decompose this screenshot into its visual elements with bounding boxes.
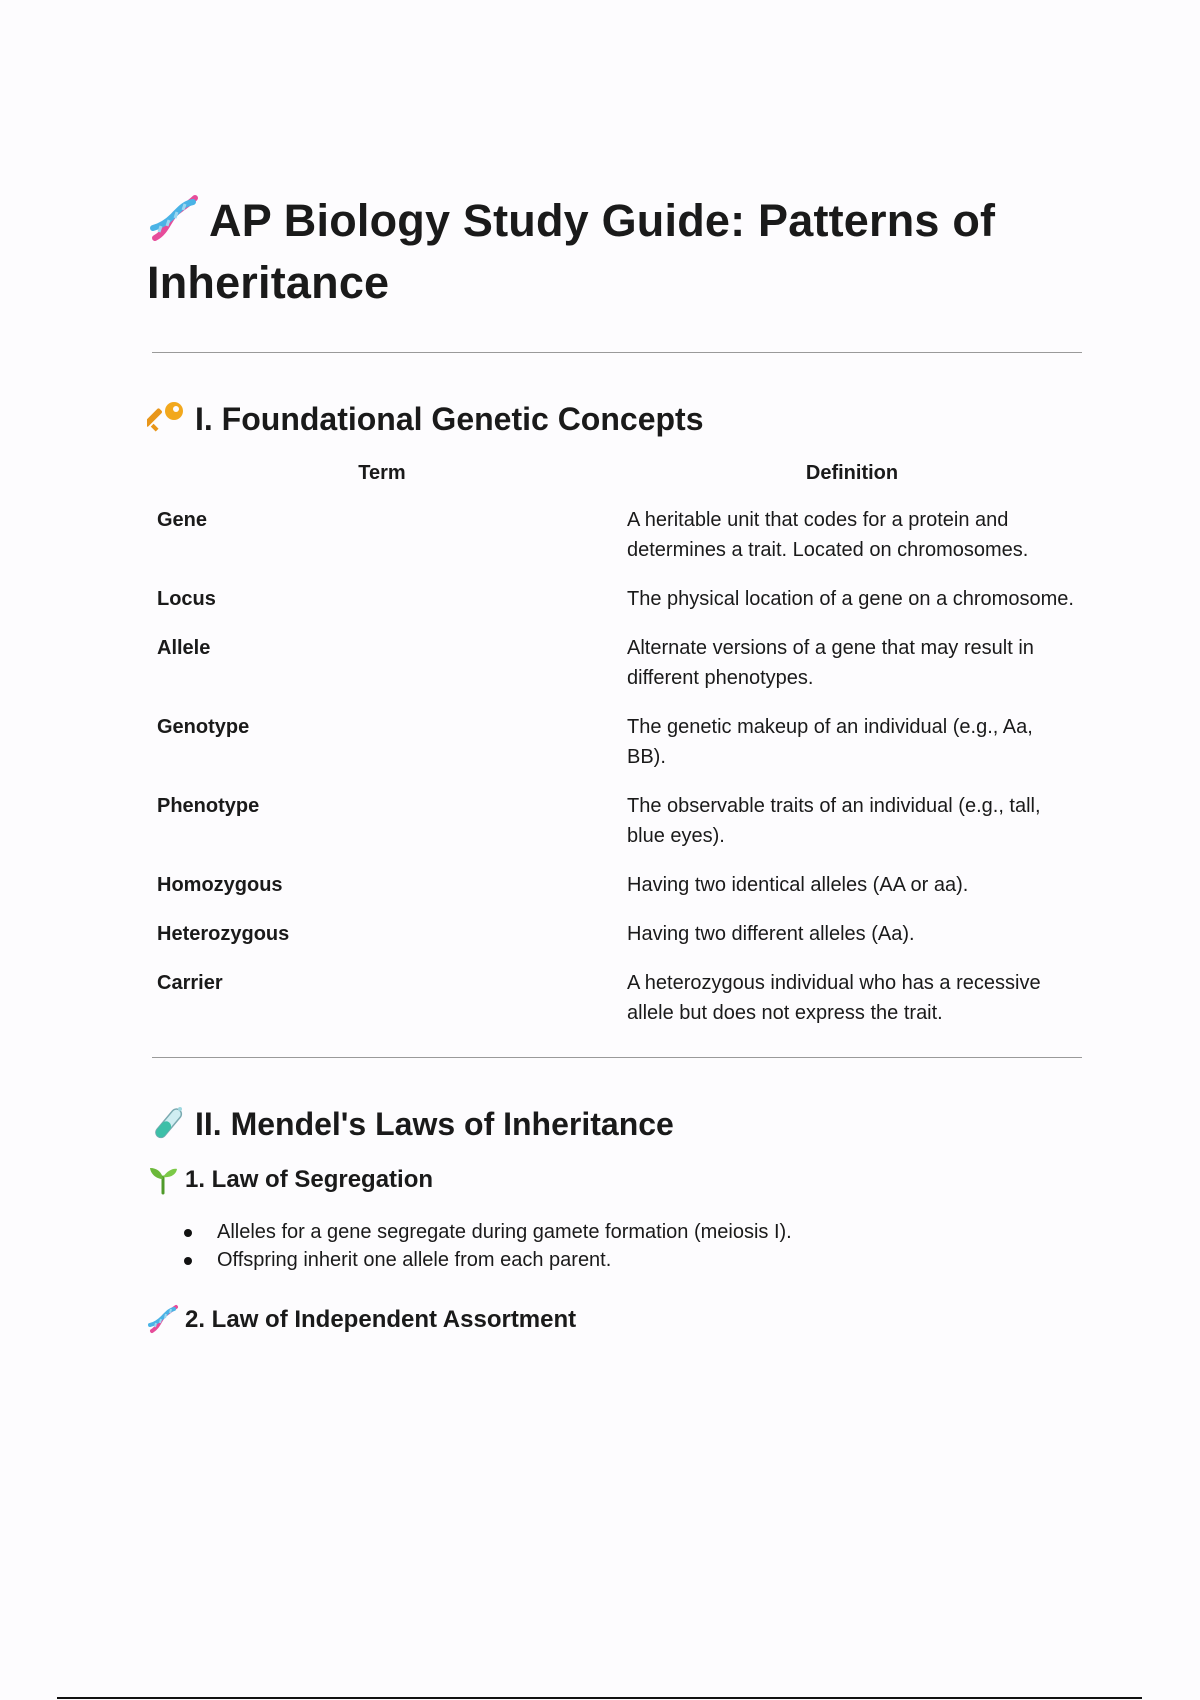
table-row bbox=[147, 712, 1087, 791]
test-tube-icon bbox=[147, 1104, 187, 1144]
table-header-row bbox=[147, 461, 1087, 505]
table-row bbox=[147, 968, 1087, 1047]
list-item: Offspring inherit one allele from each parent. bbox=[217, 1246, 1082, 1274]
page-bottom-rule bbox=[57, 1697, 1142, 1699]
term-cell: Carrier bbox=[157, 972, 223, 994]
law-heading-text: 2. Law of Independent Assortment bbox=[185, 1306, 577, 1333]
law-heading-segregation bbox=[147, 1164, 1082, 1196]
table-row bbox=[147, 791, 1087, 870]
document-title bbox=[147, 190, 1082, 314]
section-heading-text: I. Foundational Genetic Concepts bbox=[195, 401, 704, 437]
law-heading-text: 1. Law of Segregation bbox=[185, 1166, 434, 1193]
term-cell: Allele bbox=[157, 637, 211, 659]
dna-icon bbox=[147, 1303, 179, 1335]
term-cell: Locus bbox=[157, 588, 216, 610]
document-content bbox=[147, 190, 1082, 1336]
definition-cell: A heritable unit that codes for a protein and determines a trait. Located on chromosomes. bbox=[627, 509, 1029, 561]
dna-icon bbox=[147, 192, 201, 246]
term-cell: Phenotype bbox=[157, 795, 260, 817]
column-header-definition: Definition bbox=[805, 462, 899, 484]
table-row bbox=[147, 633, 1087, 712]
table-row bbox=[147, 584, 1087, 633]
definition-cell: Having two identical alleles (AA or aa). bbox=[627, 874, 969, 896]
column-header-term: Term bbox=[358, 462, 406, 484]
definition-cell: Having two different alleles (Aa). bbox=[627, 923, 915, 945]
section-divider bbox=[152, 1057, 1082, 1058]
term-cell: Gene bbox=[157, 509, 208, 531]
definition-cell: The observable traits of an individual (e.g., tall, blue eyes). bbox=[627, 795, 1041, 847]
definition-cell: Alternate versions of a gene that may result in different phenotypes. bbox=[627, 637, 1034, 689]
list-item: Alleles for a gene segregate during gamete formation (meiosis I). bbox=[217, 1218, 1082, 1246]
section-heading-mendel bbox=[147, 1104, 1082, 1144]
section-heading-text: II. Mendel's Laws of Inheritance bbox=[195, 1106, 674, 1142]
document-title-text: AP Biology Study Guide: Patterns of Inheritance bbox=[147, 195, 996, 308]
table-row bbox=[147, 870, 1087, 919]
table-row bbox=[147, 505, 1087, 584]
table-row bbox=[147, 919, 1087, 968]
terms-table bbox=[147, 461, 1087, 1047]
key-icon bbox=[147, 399, 187, 439]
term-cell: Heterozygous bbox=[157, 923, 290, 945]
section-heading-foundational bbox=[147, 399, 1082, 439]
definition-cell: A heterozygous individual who has a recessive allele but does not express the trait. bbox=[627, 972, 1041, 1024]
term-cell: Genotype bbox=[157, 716, 250, 738]
law-heading-independent-assortment bbox=[147, 1304, 1082, 1336]
section-divider bbox=[152, 352, 1082, 353]
definition-cell: The physical location of a gene on a chromosome. bbox=[627, 588, 1074, 610]
segregation-bullet-list bbox=[147, 1218, 1082, 1274]
definition-cell: The genetic makeup of an individual (e.g., Aa, BB). bbox=[627, 716, 1033, 768]
term-cell: Homozygous bbox=[157, 874, 283, 896]
seedling-icon bbox=[147, 1163, 179, 1195]
